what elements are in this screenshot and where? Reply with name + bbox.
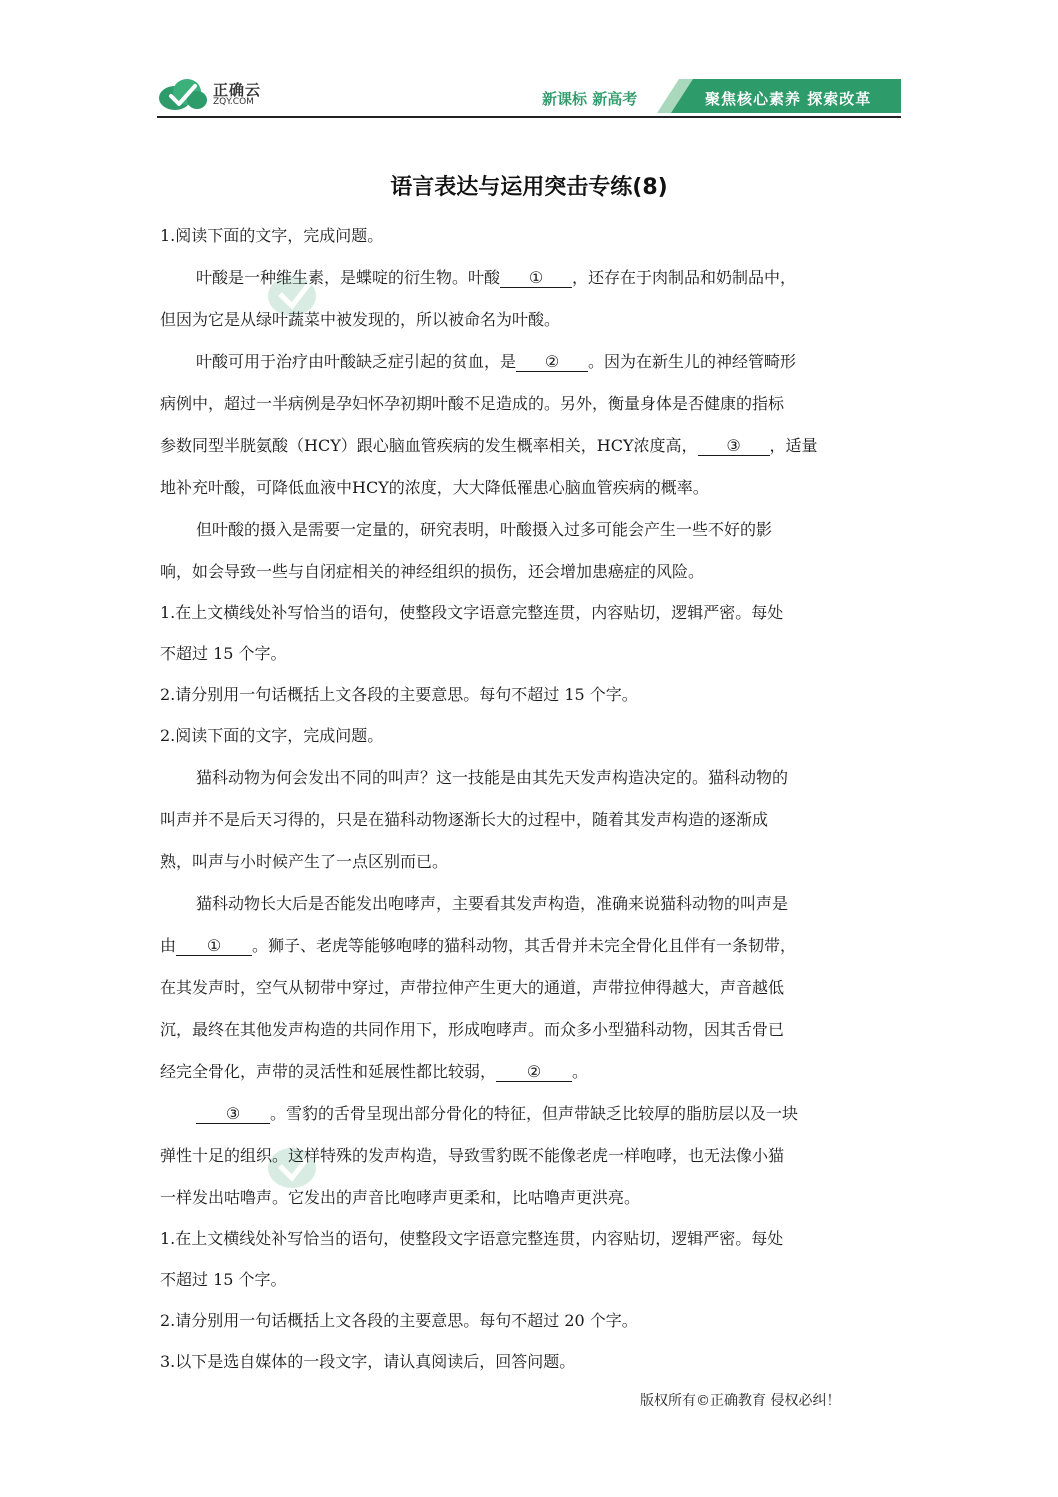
q2-paragraph-line: ③ 。雪豹的舌骨呈现出部分骨化的特征，但声带缺乏比较厚的脂肪层以及一块 [196, 1101, 798, 1124]
q1-blank-1: ① [500, 269, 572, 288]
q2-paragraph-line: 叫声并不是后天习得的，只是在猫科动物逐渐长大的过程中，随着其发声构造的逐渐成 [160, 810, 769, 829]
q1-paragraph-line: 病例中，超过一半病例是孕妇怀孕初期叶酸不足造成的。另外，衡量身体是否健康的指标 [160, 394, 785, 413]
q2-paragraph-line: 弹性十足的组织。这样特殊的发声构造，导致雪豹既不能像老虎一样咆哮，也无法像小猫 [160, 1146, 785, 1165]
q1-paragraph-line: 但叶酸的摄入是需要一定量的，研究表明，叶酸摄入过多可能会产生一些不好的影 [196, 520, 773, 539]
q2-subquestion-2: 2.请分别用一句话概括上文各段的主要意思。每句不超过 20 个字。 [160, 1311, 638, 1330]
q2-blank-2: ② [496, 1063, 572, 1082]
q1-paragraph-line: 叶酸可用于治疗由叶酸缺乏症引起的贫血，是 ② 。因为在新生儿的神经管畸形 [196, 352, 797, 371]
q2-blank-1: ① [176, 937, 252, 956]
slogan-right: 聚焦核心素养 探索改革 [705, 90, 872, 108]
q2-subquestion-1-cont: 不超过 15 个字。 [160, 1270, 287, 1289]
logo-name: 正确云 [213, 81, 262, 99]
q1-intro: 1.阅读下面的文字，完成问题。 [160, 226, 384, 245]
q2-intro: 2.阅读下面的文字，完成问题。 [160, 726, 384, 745]
q1-subquestion-1-cont: 不超过 15 个字。 [160, 644, 287, 663]
q1-paragraph-line: 但因为它是从绿叶蔬菜中被发现的，所以被命名为叶酸。 [160, 310, 561, 329]
q1-blank-3: ③ [698, 437, 770, 456]
page-header [157, 76, 901, 118]
header-divider [157, 116, 901, 118]
q2-blank-3: ③ [196, 1105, 270, 1124]
q2-paragraph-line: 一样发出咕噜声。它发出的声音比咆哮声更柔和，比咕噜声更洪亮。 [160, 1188, 641, 1207]
q2-paragraph-line: 猫科动物长大后是否能发出咆哮声，主要看其发声构造，准确来说猫科动物的叫声是 [196, 894, 789, 913]
page-title: 语言表达与运用突击专练(8) [390, 175, 668, 200]
q1-paragraph-line: 地补充叶酸，可降低血液中HCY的浓度，大大降低罹患心脑血管疾病的概率。 [160, 478, 709, 497]
q2-paragraph-line: 沉，最终在其他发声构造的共同作用下，形成咆哮声。而众多小型猫科动物，因其舌骨已 [160, 1020, 785, 1039]
slogan-left: 新课标 新高考 [542, 90, 638, 108]
q1-paragraph-line: 叶酸是一种维生素，是蝶啶的衍生物。叶酸 ① ，还存在于肉制品和奶制品中， [196, 268, 797, 287]
logo-domain: ZQY.COM [213, 97, 254, 107]
copyright-footer: 版权所有©正确教育 侵权必纠！ [640, 1393, 841, 1409]
q2-paragraph-line: 经完全骨化，声带的灵活性和延展性都比较弱， ② 。 [160, 1062, 589, 1081]
q1-paragraph-line: 响，如会导致一些与自闭症相关的神经组织的损伤，还会增加患癌症的风险。 [160, 562, 705, 581]
q3-intro: 3.以下是选自媒体的一段文字，请认真阅读后，回答问题。 [160, 1352, 576, 1371]
q1-subquestion-2: 2.请分别用一句话概括上文各段的主要意思。每句不超过 15 个字。 [160, 685, 638, 704]
q2-paragraph-line: 猫科动物为何会发出不同的叫声？这一技能是由其先天发声构造决定的。猫科动物的 [196, 768, 789, 787]
q2-paragraph-line: 由 ① 。狮子、老虎等能够咆哮的猫科动物，其舌骨并未完全骨化且伴有一条韧带， [160, 936, 797, 955]
q2-subquestion-1: 1.在上文横线处补写恰当的语句，使整段文字语意完整连贯，内容贴切，逻辑严密。每处 [160, 1229, 784, 1248]
q2-paragraph-line: 熟，叫声与小时候产生了一点区别而已。 [160, 852, 449, 871]
q1-blank-2: ② [516, 353, 588, 372]
q1-paragraph-line: 参数同型半胱氨酸（HCY）跟心脑血管疾病的发生概率相关，HCY浓度高， ③ ，适量 [160, 436, 818, 455]
q2-paragraph-line: 在其发声时，空气从韧带中穿过，声带拉伸产生更大的通道，声带拉伸得越大，声音越低 [160, 978, 785, 997]
q1-subquestion-1: 1.在上文横线处补写恰当的语句，使整段文字语意完整连贯，内容贴切，逻辑严密。每处 [160, 603, 784, 622]
